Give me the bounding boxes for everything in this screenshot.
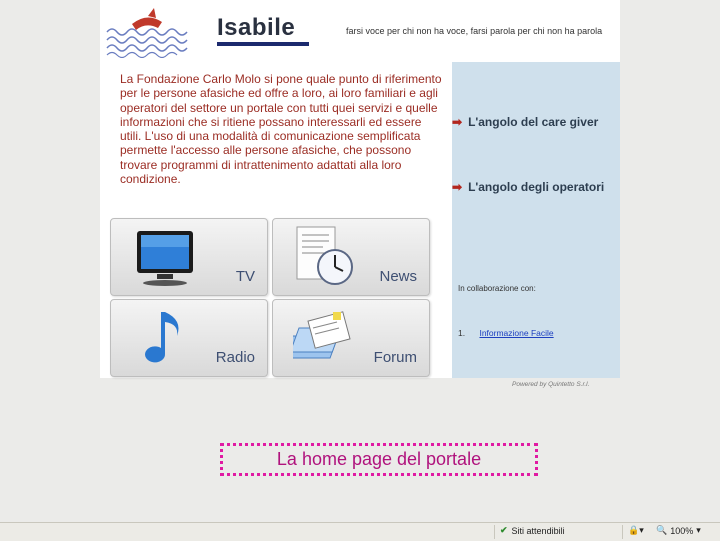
arrow-right-icon: ➡ <box>452 180 463 194</box>
news-tile[interactable] <box>272 218 430 296</box>
care-giver-link-label: L'angolo del care giver <box>468 115 599 129</box>
browser-statusbar <box>0 522 720 541</box>
site-tagline: farsi voce per chi non ha voce, farsi parola per chi non ha parola <box>346 26 603 36</box>
operators-link-label: L'angolo degli operatori <box>468 180 605 194</box>
forum-documents-icon <box>293 306 361 370</box>
side-panel <box>452 62 620 378</box>
news-tile-label: News <box>379 268 417 285</box>
logo-icon <box>102 2 192 58</box>
forum-tile-label: Forum <box>373 349 417 366</box>
intro-text: La Fondazione Carlo Molo si pone quale punto di riferimento per le persone afasiche ed offre a loro, ai loro familiari e agli operatori del settore un portale con tutti quei servizi e quelle informazioni che si ritiene possano interessarli ed essere utili. L'uso di una modalità di comunicazione semplificata permette l'accesso alle persone afasiche, che possono trovare programmi di intrattenimento adattati alla loro condizione. <box>120 72 442 187</box>
site-header <box>100 0 620 62</box>
chevron-down-icon: ▾ <box>696 525 701 535</box>
brand-underline <box>217 42 309 46</box>
status-divider <box>622 525 623 539</box>
zoom-icon: 🔍 <box>656 525 668 535</box>
tv-icon <box>131 225 199 289</box>
arrow-right-icon: ➡ <box>452 115 463 129</box>
portal-page <box>100 0 620 378</box>
protected-mode-icon[interactable]: 🔒▾ <box>628 525 644 535</box>
security-zone-label: Siti attendibili <box>511 525 565 536</box>
informazione-facile-link[interactable]: Informazione Facile <box>479 328 554 338</box>
tv-tile[interactable] <box>110 218 268 296</box>
powered-by: Powered by Quintetto S.r.l. <box>512 381 590 388</box>
radio-tile[interactable] <box>110 299 268 377</box>
brand-title: Isabile <box>217 14 296 41</box>
music-note-icon <box>131 306 199 370</box>
tv-tile-label: TV <box>235 268 255 285</box>
collaboration-item <box>458 328 554 338</box>
operators-link[interactable] <box>452 180 604 194</box>
collaboration-item-number: 1. <box>458 328 466 338</box>
collaboration-label: In collaborazione con: <box>458 284 536 293</box>
care-giver-link[interactable] <box>452 115 598 129</box>
zoom-control[interactable] <box>656 525 701 536</box>
slide-caption: La home page del portale <box>220 443 538 476</box>
forum-tile[interactable] <box>272 299 430 377</box>
zoom-level: 100% <box>670 525 694 536</box>
news-clock-icon <box>293 225 361 289</box>
security-zone[interactable] <box>500 525 565 536</box>
radio-tile-label: Radio <box>215 349 255 366</box>
status-divider <box>494 525 495 539</box>
checkmark-icon: ✔ <box>500 525 508 535</box>
